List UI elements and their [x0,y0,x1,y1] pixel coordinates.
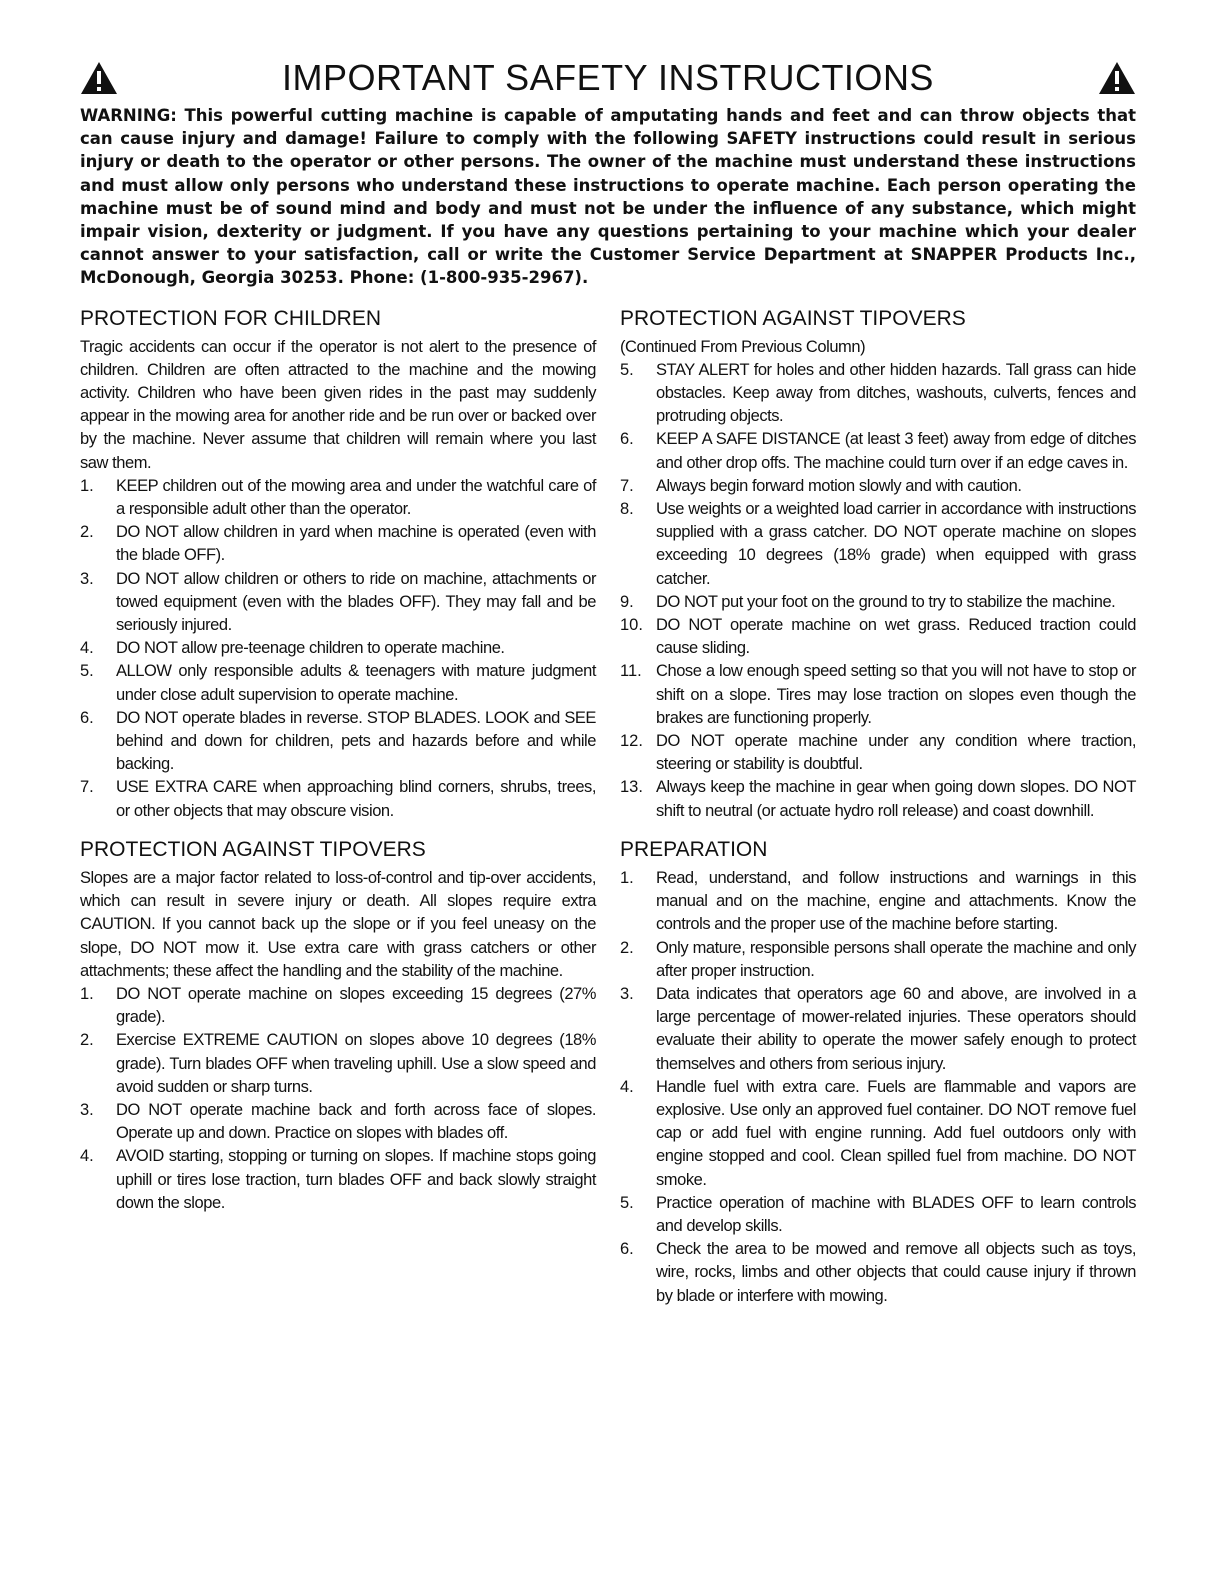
list-item [620,983,1136,1076]
list-item-text: KEEP children out of the mowing area and under the watchful care of a responsible adult other than the operator. [116,476,596,519]
list-item [80,637,596,660]
warning-paragraph: WARNING: This powerful cutting machine is capable of amputating hands and feet and can throw objects that can cause injury and damage! Failure to comply with the following SAFETY instructions could result in serious injury or death to the operator or other persons. The owner of the machine must understand these instructions and must allow only persons who understand these instructions to operate machine. Each person operating the machine must be of sound mind and body and must not be under the influence of any substance, which might impair vision, dexterity or judgment. If you have any questions pertaining to your machine which your dealer cannot answer to your satisfaction, call or write the Customer Service Department at SNAPPER Products Inc., McDonough, Georgia 30253. Phone: (1-800-935-2967). [80,106,1136,288]
list-item [80,568,596,638]
list-item-number: 5. [620,1193,634,1212]
list-item [620,730,1136,776]
list-item [80,475,596,521]
list-item-number: 11. [620,662,642,681]
list-item-text: Check the area to be mowed and remove all objects such as toys, wire, rocks, limbs and other objects that could cause injury if thrown by blade or interfere with mowing. [656,1240,1136,1305]
list-item [620,1076,1136,1192]
list-item-text: AVOID starting, stopping or turning on slopes. If machine stops going uphill or tires lose traction, turn blades OFF and back slowly straight down the slope. [116,1147,596,1212]
warning-triangle-icon [1098,61,1136,95]
list-item-number: 6. [620,1240,634,1259]
list-item-text: KEEP A SAFE DISTANCE (at least 3 feet) away from edge of ditches and other drop offs. The machine could turn over if an edge caves in. [656,430,1136,472]
tipovers-continued-list [620,359,1136,823]
list-item [80,521,596,567]
list-item-number: 3. [80,569,94,588]
list-item-text: Always begin forward motion slowly and with caution. [656,476,1022,495]
continued-note: (Continued From Previous Column) [620,337,866,356]
list-item-text: DO NOT operate machine back and forth across face of slopes. Operate up and down. Practice on slopes with blades off. [116,1100,596,1143]
list-item [80,776,596,822]
list-item-text: STAY ALERT for holes and other hidden hazards. Tall grass can hide obstacles. Keep away from ditches, washouts, culverts, fences and protruding objects. [656,360,1136,426]
list-item [620,591,1136,614]
list-item [620,498,1136,591]
list-item-text: ALLOW only responsible adults & teenagers with mature judgment under close adult supervision to operate machine. [116,662,596,704]
left-column [80,306,596,1308]
list-item-number: 8. [620,500,634,519]
list-item [80,983,596,1029]
list-item [620,614,1136,660]
list-item-text: DO NOT operate machine on slopes exceeding 15 degrees (27% grade). [116,984,596,1027]
list-item-number: 4. [620,1077,634,1096]
list-item [620,359,1136,429]
list-item-text: Exercise EXTREME CAUTION on slopes above 10 degrees (18% grade). Turn blades OFF when traveling uphill. Use a slow speed and avoid sudden or sharp turns. [116,1031,596,1096]
section-heading-tipovers: PROTECTION AGAINST TIPOVERS [80,837,426,861]
tipovers-intro: Slopes are a major factor related to loss-of-control and tip-over accidents, which can result in severe injury or death. All slopes require extra CAUTION. If you cannot back up the slope or if you feel uneasy on the slope, DO NOT mow it. Use extra care with grass catchers or other attachments; these affect the handling and the stability of the machine. [80,868,596,980]
list-item-number: 12. [620,732,643,751]
list-item-text: Read, understand, and follow instructions and warnings in this manual and on the machine, engine and attachments. Know the controls and the proper use of the machine before starting. [656,868,1136,934]
list-item [80,707,596,777]
list-item-number: 4. [80,639,94,658]
preparation-list [620,867,1136,1308]
children-intro: Tragic accidents can occur if the operator is not alert to the presence of children. Children are often attracted to the machine and the mowing activity. Children who have been given rides in the past may suddenly appear in the mowing area for another ride and be run over or backed over by the machine. Never assume that children will remain where you last saw them. [80,337,596,472]
list-item-text: DO NOT put your foot on the ground to try to stabilize the machine. [656,592,1116,611]
section-heading-preparation: PREPARATION [620,837,768,861]
list-item-text: DO NOT operate blades in reverse. STOP BLADES. LOOK and SEE behind and down for children, pets and hazards before and while backing. [116,708,596,774]
right-column [620,306,1136,1308]
title-row [80,56,1136,100]
list-item-text: DO NOT operate machine under any condition where traction, steering or stability is doubtful. [656,732,1136,774]
list-item-number: 6. [620,430,634,449]
list-item-number: 2. [80,523,94,542]
list-item [80,1099,596,1145]
list-item-number: 3. [80,1100,94,1119]
list-item-number: 9. [620,592,634,611]
tipovers-list [80,983,596,1215]
list-item-number: 10. [620,616,643,635]
warning-triangle-icon [80,61,118,95]
list-item-text: Practice operation of machine with BLADES OFF to learn controls and develop skills. [656,1193,1136,1235]
list-item [620,1238,1136,1308]
page [80,56,1136,1308]
list-item [620,660,1136,730]
list-item-number: 5. [80,662,94,681]
list-item-number: 6. [80,708,94,727]
list-item-number: 4. [80,1147,94,1166]
list-item-number: 13. [620,778,643,797]
list-item-text: DO NOT operate machine on wet grass. Reduced traction could cause sliding. [656,616,1136,658]
list-item-number: 1. [80,476,94,495]
list-item [80,660,596,706]
list-item-text: Handle fuel with extra care. Fuels are flammable and vapors are explosive. Use only an approved fuel container. DO NOT remove fuel cap or add fuel with engine running. Add fuel outdoors only with engine stopped and cool. Clean spilled fuel from machine. DO NOT smoke. [656,1077,1136,1189]
list-item-text: Data indicates that operators age 60 and above, are involved in a large percentage of mower-related injuries. These operators should evaluate their ability to operate the mower safely enough to protect themselves and others from serious injury. [656,984,1136,1073]
list-item [620,776,1136,822]
list-item [620,428,1136,474]
list-item-number: 3. [620,984,634,1003]
list-item-number: 7. [80,778,94,797]
list-item [620,475,1136,498]
list-item [620,1192,1136,1238]
children-list [80,475,596,823]
list-item-number: 1. [80,984,94,1003]
list-item-text: USE EXTRA CARE when approaching blind corners, shrubs, trees, or other objects that may obscure vision. [116,778,596,820]
list-item-number: 1. [620,868,634,887]
list-item-text: Only mature, responsible persons shall operate the machine and only after proper instruction. [656,938,1136,980]
section-heading-tipovers-continued: PROTECTION AGAINST TIPOVERS [620,306,966,330]
list-item [620,937,1136,983]
list-item-text: DO NOT allow pre-teenage children to operate machine. [116,639,505,658]
list-item-number: 7. [620,476,634,495]
list-item-number: 2. [80,1031,94,1050]
section-heading-children: PROTECTION FOR CHILDREN [80,306,382,330]
list-item-text: Use weights or a weighted load carrier in accordance with instructions supplied with a grass catcher. DO NOT operate machine on slopes exceeding 10 degrees (18% grade) when equipped with grass catcher. [656,500,1136,588]
list-item-text: DO NOT allow children or others to ride on machine, attachments or towed equipment (even with the blades OFF). They may fall and be seriously injured. [116,569,596,635]
list-item-text: Always keep the machine in gear when going down slopes. DO NOT shift to neutral (or actuate hydro roll release) and coast downhill. [656,778,1136,820]
list-item-number: 2. [620,938,634,957]
list-item-number: 5. [620,360,634,379]
list-item [80,1029,596,1099]
list-item-text: DO NOT allow children in yard when machine is operated (even with the blade OFF). [116,523,596,565]
page-title: IMPORTANT SAFETY INSTRUCTIONS [282,57,934,98]
two-column-body [80,306,1136,1308]
list-item [620,867,1136,937]
list-item-text: Chose a low enough speed setting so that you will not have to stop or shift on a slope. Tires may lose traction on slopes even though the brakes are functioning properly. [656,662,1136,727]
list-item [80,1145,596,1215]
